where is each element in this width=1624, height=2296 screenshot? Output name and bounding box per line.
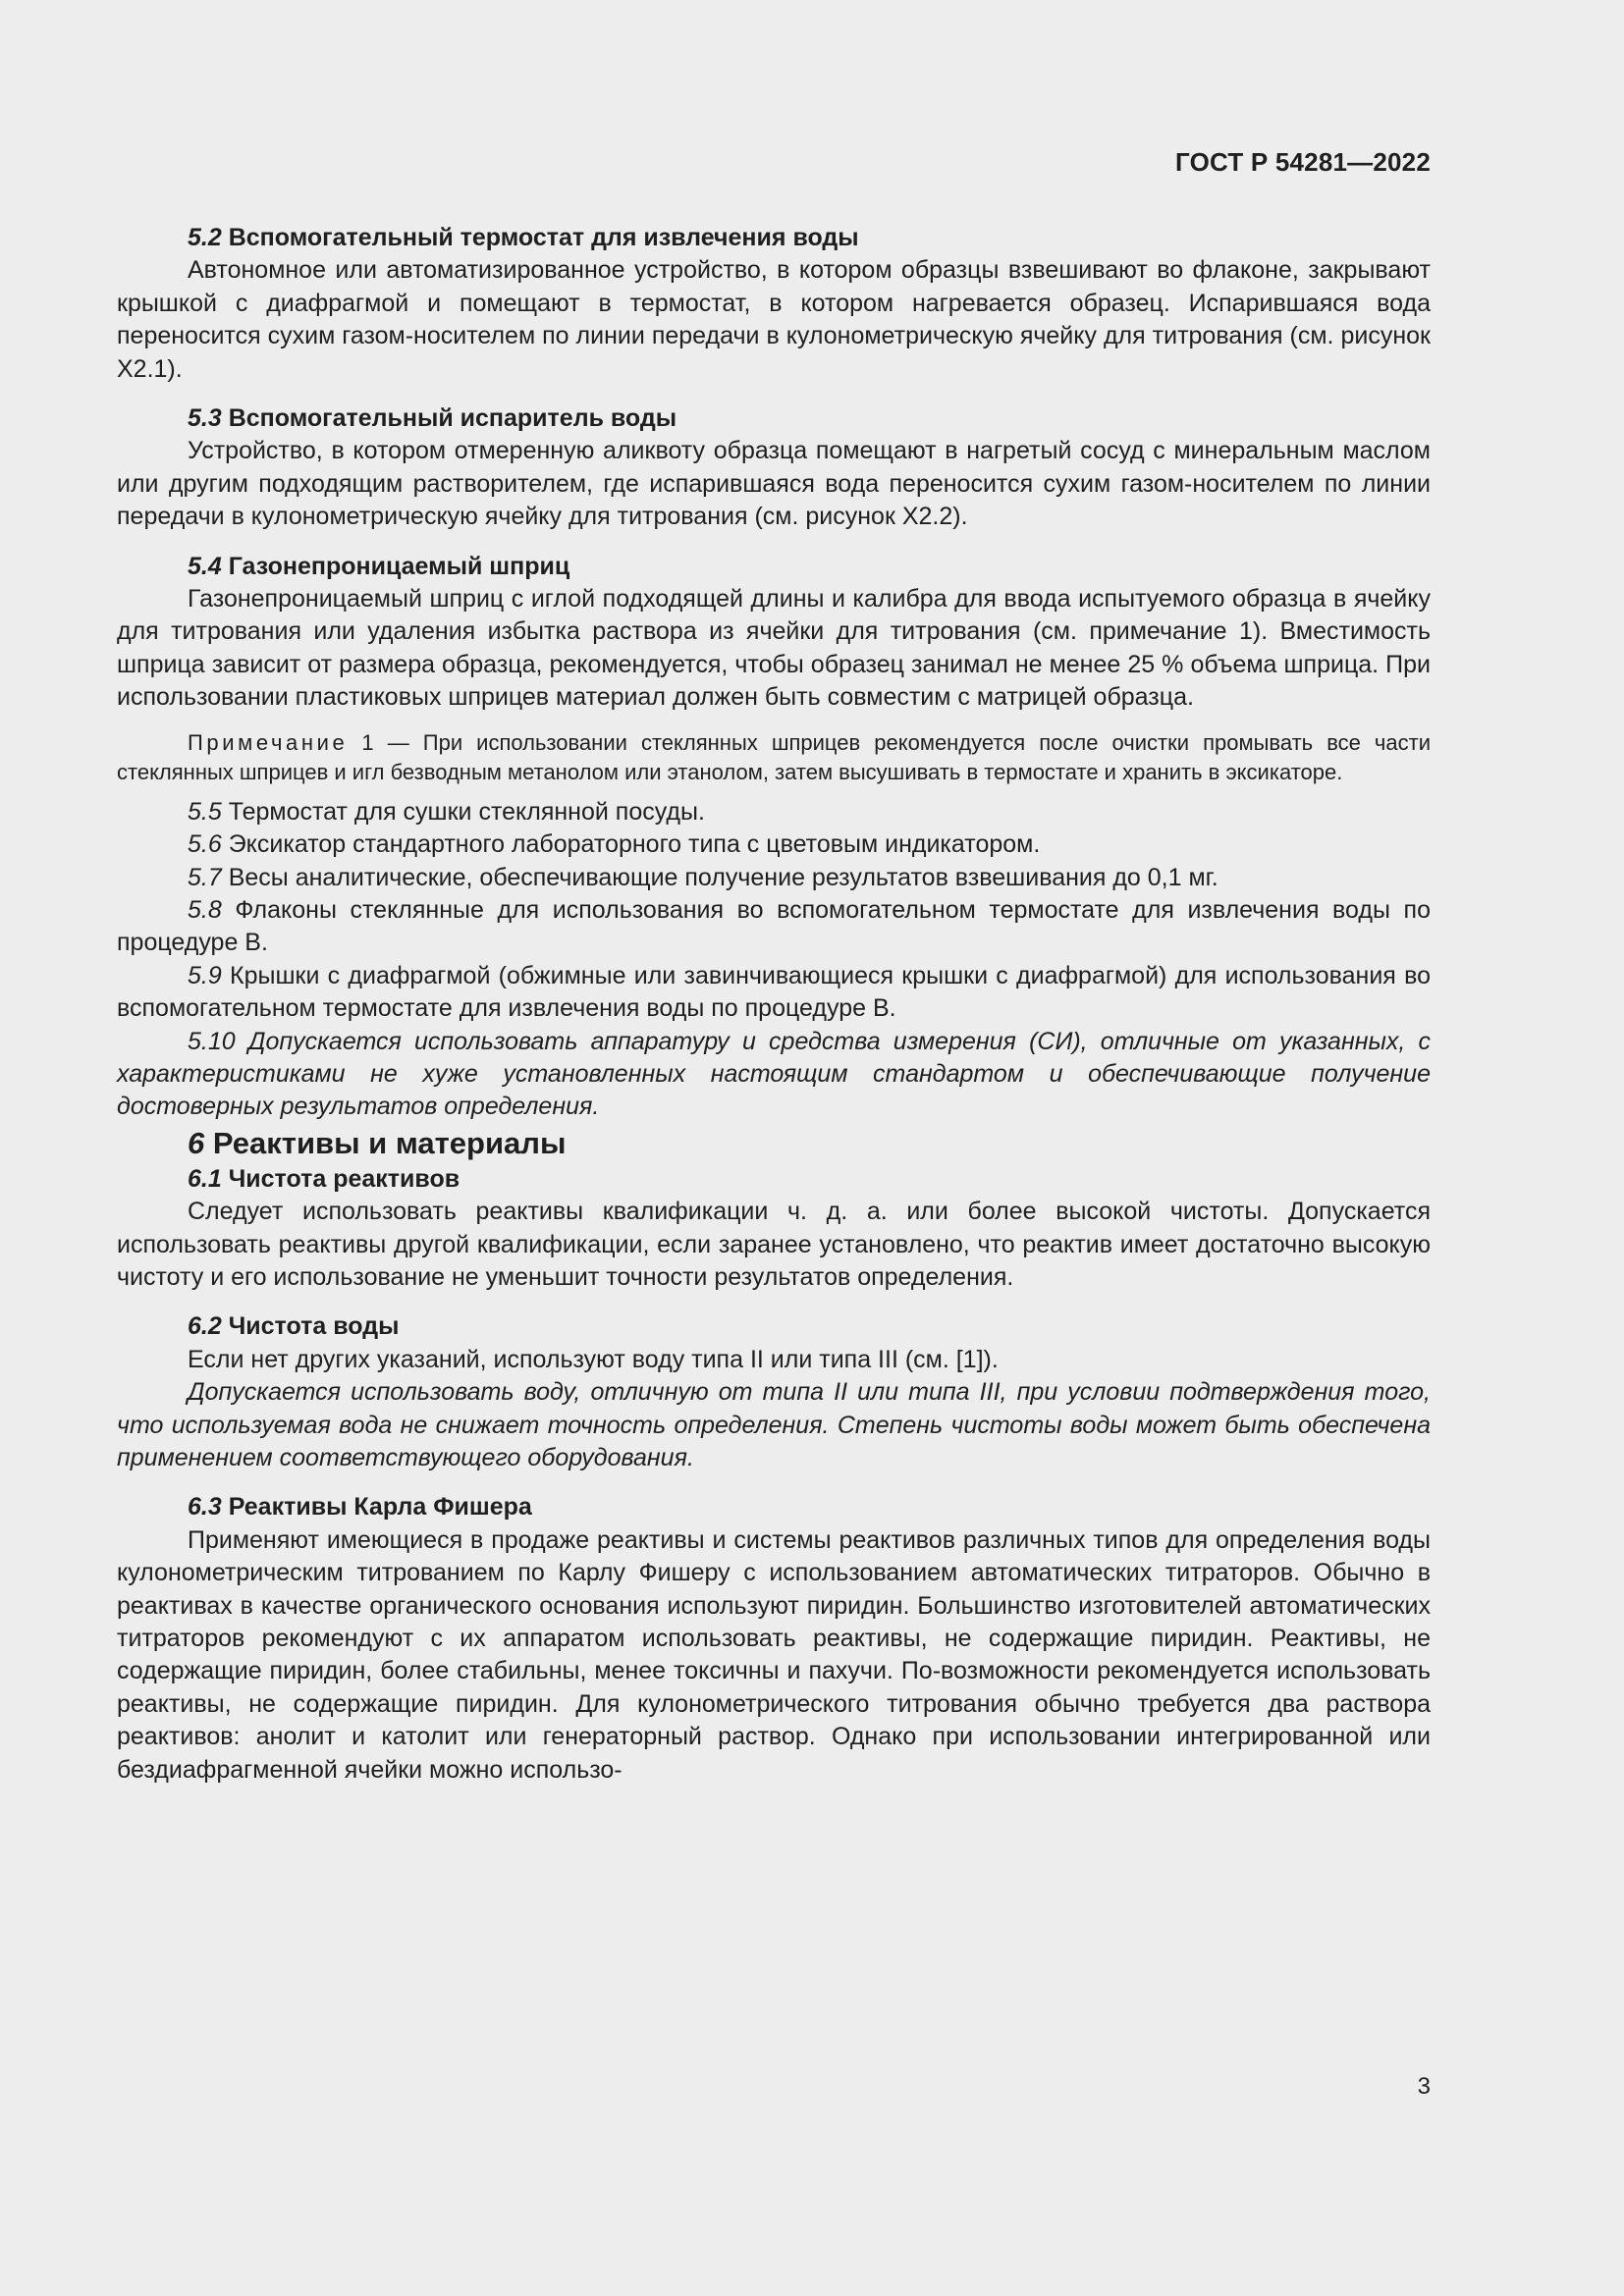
item-number: 5.8 [188,895,222,924]
section-heading-6-1 [117,1163,1431,1196]
list-item-5-7 [117,862,1431,894]
section-number: 5.4 [188,552,222,580]
list-item-5-10 [117,1026,1431,1124]
item-number: 5.6 [188,830,222,859]
list-item-5-5 [117,796,1431,828]
section-text-6-3: Применяют имеющиеся в продаже реактивы и системы реактивов различных типов для определения воды кулонометрическим титрованием по Карлу Фишеру с использованием автоматических титраторов. Обычно в реактивах в качестве органического основания используют пиридин. Большинство изготовителей автоматических титраторов рекомендуют с их аппаратом использовать реактивы, не содержащие пиридин. Реактивы, не содержащие пиридин, более стабильны, менее токсичны и пахучи. По-возможности рекомендуется использовать реактивы, не содержащие пиридин. Для кулонометрического титрования обычно требуется два раствора реактивов: анолит и католит или генераторный раствор. Однако при использовании интегрированной или бездиафрагменной ячейки можно использо- [117,1525,1431,1784]
section-title: Реактивы Карла Фишера [228,1493,532,1522]
section-title: Вспомогательный испаритель воды [228,404,677,433]
section-title: Газонепроницаемый шприц [228,552,570,580]
section-heading-5-4 [117,551,1431,583]
section-text-5-3: Устройство, в котором отмеренную аликвоту образца помещают в нагретый сосуд с минеральным маслом или другим подходящим растворителем, где испарившаяся вода переносится сухим газом-носителем по линии передачи в кулонометрическую ячейку для титрования (см. рисунок X2.2). [117,437,1431,531]
chapter-number: 6 [188,1125,205,1160]
section-number: 6.2 [188,1312,222,1341]
item-number: 5.10 [188,1027,236,1055]
item-text: Весы аналитические, обеспечивающие получение результатов взвешивания до 0,1 мг. [221,863,1218,891]
section-heading-6-2 [117,1310,1431,1343]
item-text: Флаконы стеклянные для использования во вспомогательном термостате для извлечения воды по процедуре B. [117,895,1431,957]
item-text: Крышки с диафрагмой (обжимные или завинчивающиеся крышки с диафрагмой) для использования во вспомогательном термостате для извлечения воды по процедуре B. [117,961,1431,1023]
note-text: 1 — При использовании стеклянных шприцев рекомендуется после очистки промывать все части стеклянных шприцев и игл безводным метанолом или этанолом, затем высушивать в термостате и хранить в эксикаторе. [117,729,1431,784]
section-text-6-1: Следует использовать реактивы квалификации ч. д. а. или более высокой чистоты. Допускается использовать реактивы другой квалификации, если заранее установлено, что реактив имеет достаточно высокую чистоту и его использование не уменьшит точности результатов определения. [117,1198,1431,1291]
item-number: 5.9 [188,961,222,989]
section-title: Вспомогательный термостат для извлечения воды [228,224,859,251]
list-item-5-9 [117,960,1431,1026]
section-number: 5.2 [188,224,222,251]
section-heading-5-2 [117,222,1431,254]
page-content [117,222,1431,1787]
section-text-6-2-italic: Допускается использовать воду, отличную от типа II или типа III, при условии подтверждения того, что используемая вода не снижает точность определения. Степень чистоты воды может быть обеспечена применением соответствующего оборудования. [117,1378,1431,1471]
item-number: 5.7 [188,863,222,891]
list-item-5-8 [117,894,1431,960]
section-title: Чистота реактивов [228,1164,460,1193]
chapter-title: Реактивы и материалы [212,1125,567,1160]
item-number: 5.5 [188,797,222,826]
note-label: Примечание [188,729,349,755]
section-heading-5-3 [117,402,1431,435]
section-heading-6-3 [117,1491,1431,1523]
document-code: ГОСТ Р 54281—2022 [1175,147,1431,177]
section-text-6-2: Если нет других указаний, используют воду типа II или типа III (см. [1]). [188,1345,999,1373]
section-number: 6.3 [188,1493,222,1522]
item-text: Эксикатор стандартного лабораторного типа с цветовым индикатором. [221,830,1041,859]
section-number: 5.3 [188,404,222,433]
note-1 [117,728,1431,787]
section-number: 6.1 [188,1164,222,1193]
item-text: Термостат для сушки стеклянной посуды. [221,797,705,826]
item-text: Допускается использовать аппаратуру и средства измерения (СИ), отличные от указанных, с характеристиками не хуже установленных настоящим стандартом и обеспечивающие получение достоверных результатов определения. [117,1027,1431,1121]
page-number: 3 [1417,2073,1431,2100]
chapter-heading-6 [117,1124,1431,1163]
section-text-5-2: Автономное или автоматизированное устройство, в котором образцы взвешивают во флаконе, закрывают крышкой с диафрагмой и помещают в термостат, в котором нагревается образец. Испарившаяся вода переносится сухим газом-носителем по линии передачи в кулонометрическую ячейку для титрования (см. рисунок X2.1). [117,256,1431,383]
section-text-5-4: Газонепроницаемый шприц с иглой подходящей длины и калибра для ввода испытуемого образца в ячейку для титрования или удаления избытка раствора из ячейки для титрования (см. примечание 1). Вместимость шприца зависит от размера образца, рекомендуется, чтобы образец занимал не менее 25 % объема шприца. При использовании пластиковых шприцев материал должен быть совместим с матрицей образца. [117,585,1431,712]
list-item-5-6 [117,828,1431,861]
section-title: Чистота воды [228,1312,400,1341]
